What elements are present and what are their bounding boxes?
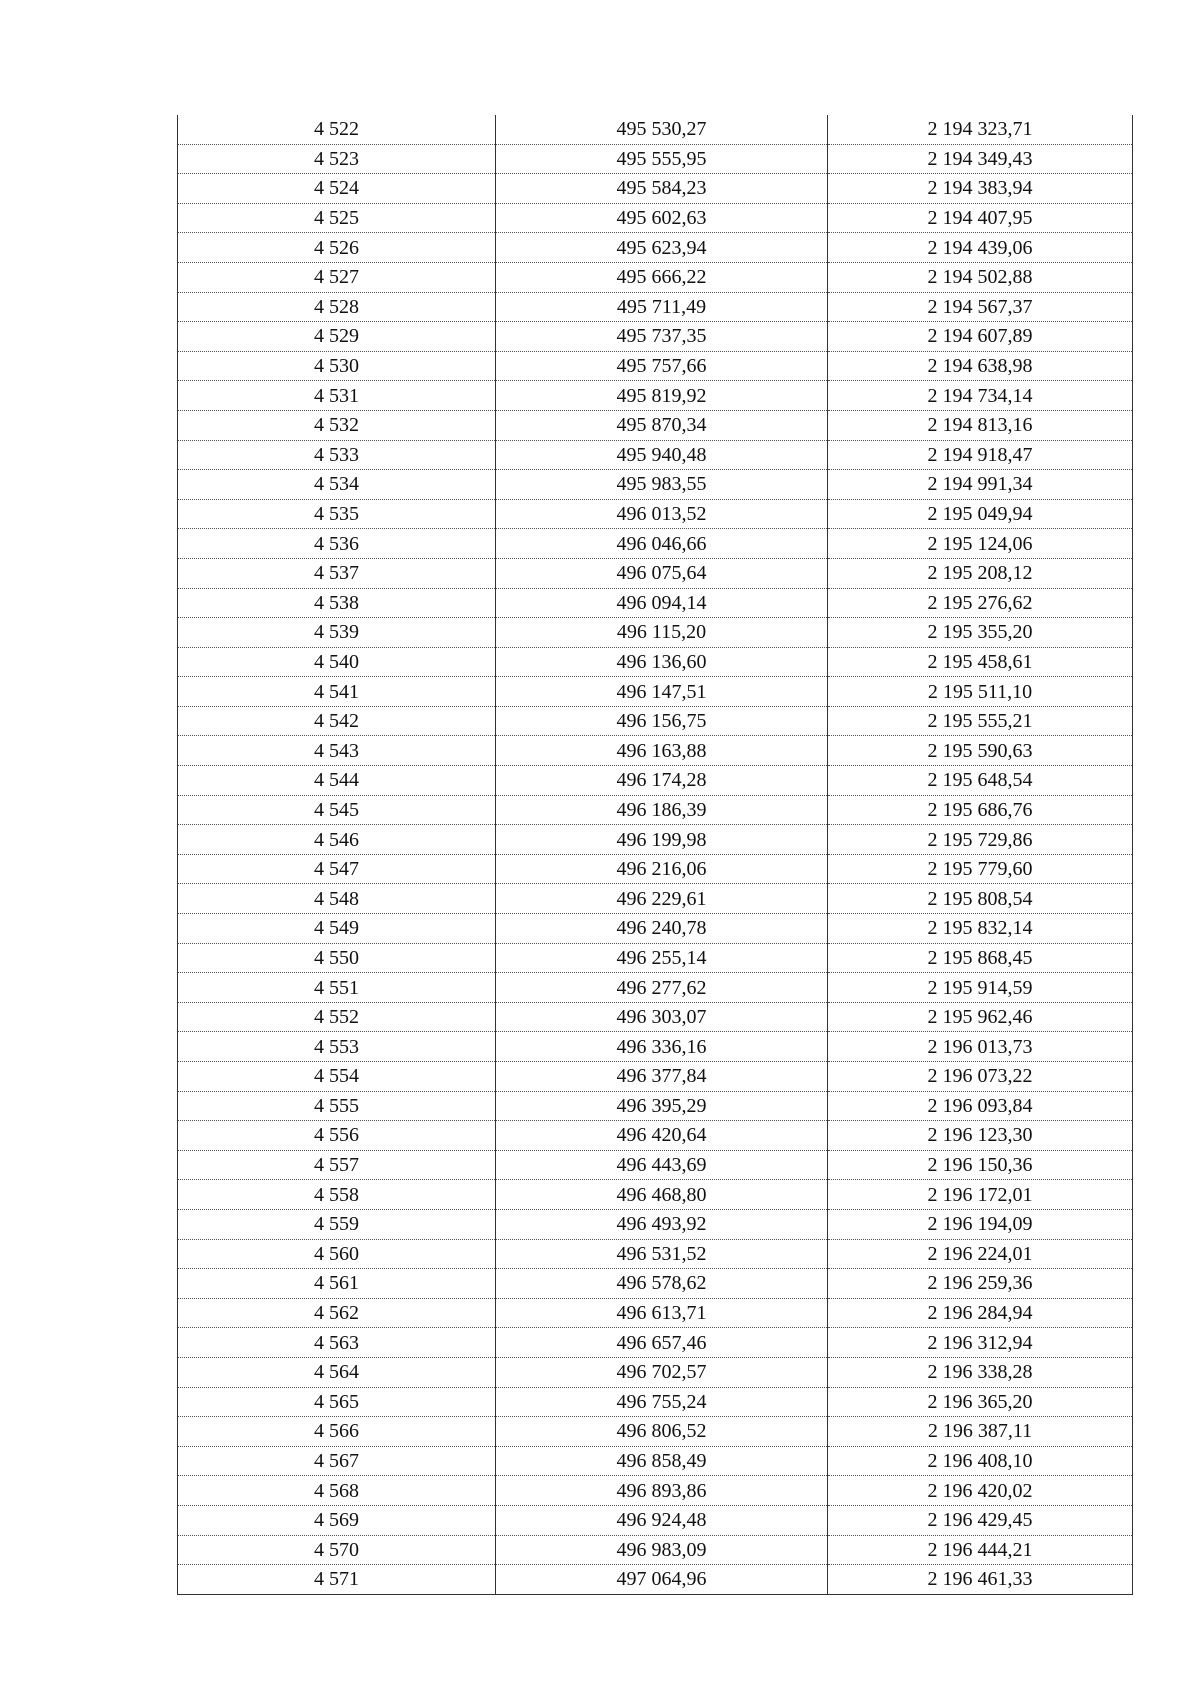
x-coordinate-cell: 496 531,52: [496, 1239, 828, 1269]
point-number-cell: 4 525: [178, 203, 496, 233]
x-coordinate-cell: 495 666,22: [496, 262, 828, 292]
x-coordinate-cell: 496 806,52: [496, 1417, 828, 1447]
y-coordinate-cell: 2 195 124,06: [828, 529, 1133, 559]
y-coordinate-cell: 2 196 461,33: [828, 1565, 1133, 1595]
point-number-cell: 4 523: [178, 144, 496, 174]
x-coordinate-cell: 496 240,78: [496, 914, 828, 944]
point-number-cell: 4 556: [178, 1121, 496, 1151]
y-coordinate-cell: 2 194 991,34: [828, 470, 1133, 500]
x-coordinate-cell: 496 420,64: [496, 1121, 828, 1151]
y-coordinate-cell: 2 195 355,20: [828, 618, 1133, 648]
y-coordinate-cell: 2 196 365,20: [828, 1387, 1133, 1417]
x-coordinate-cell: 496 468,80: [496, 1180, 828, 1210]
y-coordinate-cell: 2 196 338,28: [828, 1357, 1133, 1387]
y-coordinate-cell: 2 195 511,10: [828, 677, 1133, 707]
x-coordinate-cell: 495 819,92: [496, 381, 828, 411]
x-coordinate-cell: 496 493,92: [496, 1209, 828, 1239]
x-coordinate-cell: 495 602,63: [496, 203, 828, 233]
table-row: [178, 766, 1133, 796]
point-number-cell: 4 541: [178, 677, 496, 707]
x-coordinate-cell: 495 757,66: [496, 351, 828, 381]
point-number-cell: 4 552: [178, 1002, 496, 1032]
point-number-cell: 4 529: [178, 322, 496, 352]
x-coordinate-cell: 495 737,35: [496, 322, 828, 352]
point-number-cell: 4 544: [178, 766, 496, 796]
table-row: [178, 1239, 1133, 1269]
point-number-cell: 4 538: [178, 588, 496, 618]
x-coordinate-cell: 496 613,71: [496, 1298, 828, 1328]
y-coordinate-cell: 2 195 276,62: [828, 588, 1133, 618]
y-coordinate-cell: 2 196 224,01: [828, 1239, 1133, 1269]
point-number-cell: 4 548: [178, 884, 496, 914]
y-coordinate-cell: 2 196 420,02: [828, 1476, 1133, 1506]
point-number-cell: 4 528: [178, 292, 496, 322]
y-coordinate-cell: 2 196 259,36: [828, 1269, 1133, 1299]
x-coordinate-cell: 496 983,09: [496, 1535, 828, 1565]
x-coordinate-cell: 495 623,94: [496, 233, 828, 263]
y-coordinate-cell: 2 195 208,12: [828, 558, 1133, 588]
table-row: [178, 618, 1133, 648]
y-coordinate-cell: 2 194 383,94: [828, 174, 1133, 204]
point-number-cell: 4 542: [178, 706, 496, 736]
point-number-cell: 4 534: [178, 470, 496, 500]
point-number-cell: 4 571: [178, 1565, 496, 1595]
table-row: [178, 529, 1133, 559]
y-coordinate-cell: 2 194 439,06: [828, 233, 1133, 263]
point-number-cell: 4 557: [178, 1150, 496, 1180]
x-coordinate-cell: 496 136,60: [496, 647, 828, 677]
y-coordinate-cell: 2 196 123,30: [828, 1121, 1133, 1151]
table-row: [178, 854, 1133, 884]
x-coordinate-cell: 496 395,29: [496, 1091, 828, 1121]
x-coordinate-cell: 496 163,88: [496, 736, 828, 766]
y-coordinate-cell: 2 195 808,54: [828, 884, 1133, 914]
table-row: [178, 203, 1133, 233]
point-number-cell: 4 564: [178, 1357, 496, 1387]
table-row: [178, 1062, 1133, 1092]
point-number-cell: 4 526: [178, 233, 496, 263]
y-coordinate-cell: 2 196 150,36: [828, 1150, 1133, 1180]
point-number-cell: 4 558: [178, 1180, 496, 1210]
x-coordinate-cell: 496 075,64: [496, 558, 828, 588]
point-number-cell: 4 570: [178, 1535, 496, 1565]
point-number-cell: 4 547: [178, 854, 496, 884]
point-number-cell: 4 535: [178, 499, 496, 529]
table-row: [178, 410, 1133, 440]
y-coordinate-cell: 2 196 429,45: [828, 1505, 1133, 1535]
coordinates-table: [177, 115, 1133, 1595]
x-coordinate-cell: 496 199,98: [496, 825, 828, 855]
table-row: [178, 1535, 1133, 1565]
point-number-cell: 4 524: [178, 174, 496, 204]
table-row: [178, 706, 1133, 736]
point-number-cell: 4 554: [178, 1062, 496, 1092]
point-number-cell: 4 537: [178, 558, 496, 588]
point-number-cell: 4 569: [178, 1505, 496, 1535]
y-coordinate-cell: 2 195 729,86: [828, 825, 1133, 855]
x-coordinate-cell: 496 893,86: [496, 1476, 828, 1506]
point-number-cell: 4 543: [178, 736, 496, 766]
x-coordinate-cell: 496 336,16: [496, 1032, 828, 1062]
x-coordinate-cell: 496 277,62: [496, 973, 828, 1003]
x-coordinate-cell: 496 147,51: [496, 677, 828, 707]
y-coordinate-cell: 2 194 918,47: [828, 440, 1133, 470]
table-row: [178, 1121, 1133, 1151]
point-number-cell: 4 550: [178, 943, 496, 973]
table-row: [178, 677, 1133, 707]
x-coordinate-cell: 495 555,95: [496, 144, 828, 174]
x-coordinate-cell: 496 657,46: [496, 1328, 828, 1358]
point-number-cell: 4 563: [178, 1328, 496, 1358]
table-row: [178, 440, 1133, 470]
x-coordinate-cell: 496 229,61: [496, 884, 828, 914]
x-coordinate-cell: 495 530,27: [496, 115, 828, 144]
table-row: [178, 647, 1133, 677]
table-row: [178, 1417, 1133, 1447]
point-number-cell: 4 530: [178, 351, 496, 381]
y-coordinate-cell: 2 194 502,88: [828, 262, 1133, 292]
point-number-cell: 4 561: [178, 1269, 496, 1299]
table-row: [178, 262, 1133, 292]
y-coordinate-cell: 2 196 073,22: [828, 1062, 1133, 1092]
table-row: [178, 233, 1133, 263]
table-row: [178, 381, 1133, 411]
point-number-cell: 4 553: [178, 1032, 496, 1062]
point-number-cell: 4 549: [178, 914, 496, 944]
table-row: [178, 351, 1133, 381]
x-coordinate-cell: 496 858,49: [496, 1446, 828, 1476]
y-coordinate-cell: 2 194 813,16: [828, 410, 1133, 440]
x-coordinate-cell: 495 870,34: [496, 410, 828, 440]
table-row: [178, 1091, 1133, 1121]
point-number-cell: 4 533: [178, 440, 496, 470]
table-row: [178, 1002, 1133, 1032]
y-coordinate-cell: 2 194 734,14: [828, 381, 1133, 411]
table-row: [178, 1032, 1133, 1062]
y-coordinate-cell: 2 196 172,01: [828, 1180, 1133, 1210]
x-coordinate-cell: 496 377,84: [496, 1062, 828, 1092]
point-number-cell: 4 539: [178, 618, 496, 648]
y-coordinate-cell: 2 195 555,21: [828, 706, 1133, 736]
table-row: [178, 1357, 1133, 1387]
point-number-cell: 4 551: [178, 973, 496, 1003]
x-coordinate-cell: 496 755,24: [496, 1387, 828, 1417]
table-row: [178, 736, 1133, 766]
y-coordinate-cell: 2 195 868,45: [828, 943, 1133, 973]
y-coordinate-cell: 2 196 013,73: [828, 1032, 1133, 1062]
y-coordinate-cell: 2 196 093,84: [828, 1091, 1133, 1121]
table-row: [178, 1209, 1133, 1239]
y-coordinate-cell: 2 195 914,59: [828, 973, 1133, 1003]
table-row: [178, 1565, 1133, 1595]
point-number-cell: 4 531: [178, 381, 496, 411]
y-coordinate-cell: 2 194 607,89: [828, 322, 1133, 352]
table-row: [178, 1298, 1133, 1328]
x-coordinate-cell: 496 924,48: [496, 1505, 828, 1535]
table-row: [178, 943, 1133, 973]
x-coordinate-cell: 496 186,39: [496, 795, 828, 825]
x-coordinate-cell: 495 940,48: [496, 440, 828, 470]
y-coordinate-cell: 2 194 349,43: [828, 144, 1133, 174]
x-coordinate-cell: 495 711,49: [496, 292, 828, 322]
y-coordinate-cell: 2 195 686,76: [828, 795, 1133, 825]
point-number-cell: 4 555: [178, 1091, 496, 1121]
table-row: [178, 322, 1133, 352]
x-coordinate-cell: 496 094,14: [496, 588, 828, 618]
table-row: [178, 795, 1133, 825]
y-coordinate-cell: 2 195 458,61: [828, 647, 1133, 677]
y-coordinate-cell: 2 194 567,37: [828, 292, 1133, 322]
y-coordinate-cell: 2 196 444,21: [828, 1535, 1133, 1565]
table-row: [178, 825, 1133, 855]
table-row: [178, 1180, 1133, 1210]
table-row: [178, 470, 1133, 500]
y-coordinate-cell: 2 194 407,95: [828, 203, 1133, 233]
x-coordinate-cell: 496 702,57: [496, 1357, 828, 1387]
y-coordinate-cell: 2 194 638,98: [828, 351, 1133, 381]
y-coordinate-cell: 2 195 648,54: [828, 766, 1133, 796]
y-coordinate-cell: 2 195 779,60: [828, 854, 1133, 884]
table-row: [178, 558, 1133, 588]
point-number-cell: 4 565: [178, 1387, 496, 1417]
point-number-cell: 4 527: [178, 262, 496, 292]
point-number-cell: 4 546: [178, 825, 496, 855]
table-row: [178, 174, 1133, 204]
x-coordinate-cell: 495 584,23: [496, 174, 828, 204]
table-row: [178, 914, 1133, 944]
x-coordinate-cell: 496 303,07: [496, 1002, 828, 1032]
x-coordinate-cell: 496 115,20: [496, 618, 828, 648]
point-number-cell: 4 545: [178, 795, 496, 825]
point-number-cell: 4 532: [178, 410, 496, 440]
y-coordinate-cell: 2 196 312,94: [828, 1328, 1133, 1358]
y-coordinate-cell: 2 195 962,46: [828, 1002, 1133, 1032]
y-coordinate-cell: 2 195 832,14: [828, 914, 1133, 944]
table-row: [178, 884, 1133, 914]
x-coordinate-cell: 496 013,52: [496, 499, 828, 529]
table-row: [178, 1446, 1133, 1476]
table-row: [178, 1328, 1133, 1358]
point-number-cell: 4 567: [178, 1446, 496, 1476]
x-coordinate-cell: 495 983,55: [496, 470, 828, 500]
x-coordinate-cell: 496 174,28: [496, 766, 828, 796]
point-number-cell: 4 562: [178, 1298, 496, 1328]
x-coordinate-cell: 496 046,66: [496, 529, 828, 559]
y-coordinate-cell: 2 196 387,11: [828, 1417, 1133, 1447]
y-coordinate-cell: 2 196 408,10: [828, 1446, 1133, 1476]
point-number-cell: 4 522: [178, 115, 496, 144]
point-number-cell: 4 559: [178, 1209, 496, 1239]
table-row: [178, 973, 1133, 1003]
y-coordinate-cell: 2 196 284,94: [828, 1298, 1133, 1328]
point-number-cell: 4 568: [178, 1476, 496, 1506]
point-number-cell: 4 540: [178, 647, 496, 677]
table-row: [178, 1387, 1133, 1417]
point-number-cell: 4 560: [178, 1239, 496, 1269]
table-row: [178, 1476, 1133, 1506]
x-coordinate-cell: 496 578,62: [496, 1269, 828, 1299]
point-number-cell: 4 536: [178, 529, 496, 559]
y-coordinate-cell: 2 195 590,63: [828, 736, 1133, 766]
y-coordinate-cell: 2 196 194,09: [828, 1209, 1133, 1239]
table-row: [178, 1269, 1133, 1299]
table-row: [178, 499, 1133, 529]
table-row: [178, 292, 1133, 322]
coordinates-table-body: [178, 115, 1133, 1594]
table-row: [178, 144, 1133, 174]
x-coordinate-cell: 496 216,06: [496, 854, 828, 884]
x-coordinate-cell: 496 255,14: [496, 943, 828, 973]
y-coordinate-cell: 2 194 323,71: [828, 115, 1133, 144]
table-row: [178, 588, 1133, 618]
table-row: [178, 1150, 1133, 1180]
y-coordinate-cell: 2 195 049,94: [828, 499, 1133, 529]
x-coordinate-cell: 496 156,75: [496, 706, 828, 736]
x-coordinate-cell: 497 064,96: [496, 1565, 828, 1595]
x-coordinate-cell: 496 443,69: [496, 1150, 828, 1180]
table-row: [178, 1505, 1133, 1535]
table-row: [178, 115, 1133, 144]
point-number-cell: 4 566: [178, 1417, 496, 1447]
